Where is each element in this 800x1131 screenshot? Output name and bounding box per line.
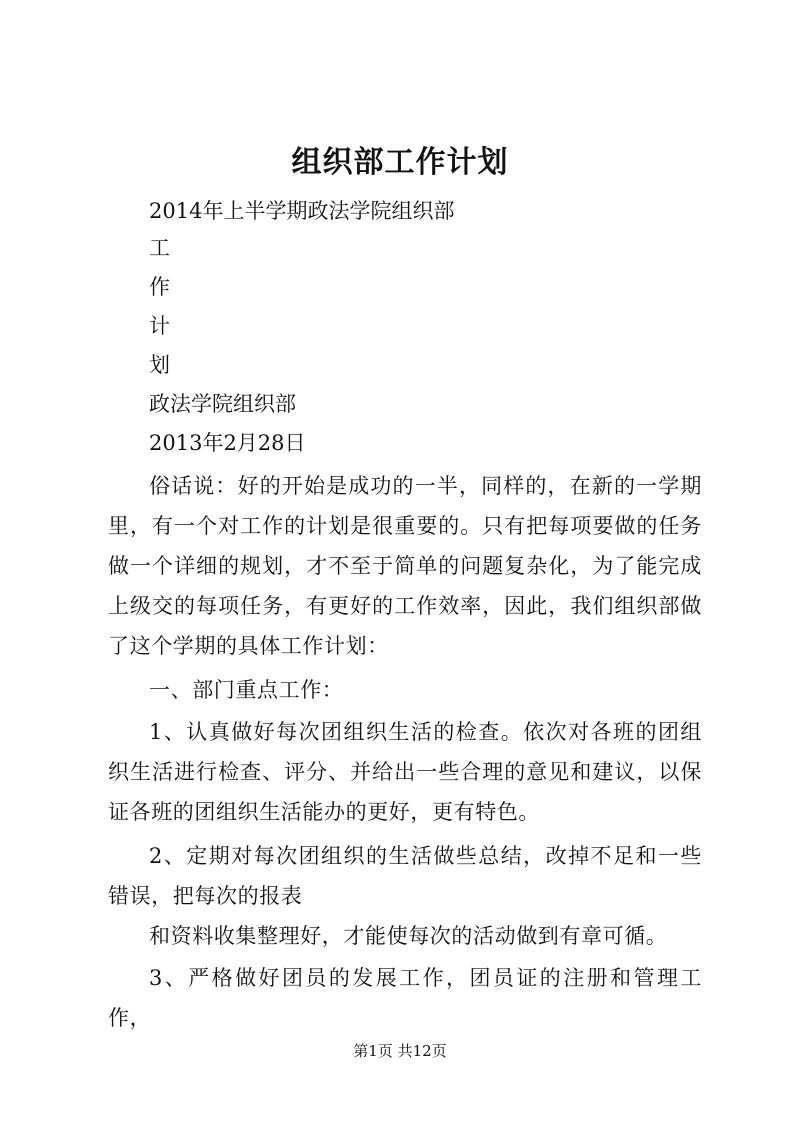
- paragraph-item-1: 1、认真做好每次团组织生活的检查。依次对各班的团组织生活进行检查、评分、并给出一些合理的意见和建议，以保证各班的团组织生活能办的更好，更有特色。: [108, 720, 702, 824]
- document-title: 组织部工作计划: [291, 145, 509, 180]
- header-line-char-2: 作: [149, 275, 170, 299]
- header-line-char-3: 计: [149, 314, 170, 338]
- paragraph-intro: 俗话说：好的开始是成功的一半，同样的，在新的一学期里，有一个对工作的计划是很重要的。只有把每项要做的任务做一个详细的规划，才不至于简单的问题复杂化，为了能完成上级交的每项任务，有更好的工作效率，因此，我们组织部做了这个学期的具体工作计划：: [108, 474, 702, 658]
- paragraph-item-2-continued: 和资料收集整理好，才能使每次的活动做到有章可循。: [149, 924, 668, 948]
- header-line-semester: 2014年上半学期政法学院组织部: [149, 199, 455, 223]
- paragraph-item-2: 2、定期对每次团组织的生活做些总结，改掉不足和一些错误，把每次的报表: [108, 844, 702, 908]
- header-line-department: 政法学院组织部: [149, 392, 296, 416]
- paragraph-item-3: 3、严格做好团员的发展工作，团员证的注册和管理工作，: [108, 966, 702, 1030]
- header-line-char-4: 划: [149, 353, 170, 377]
- page-footer: 第1页 共12页: [353, 1042, 447, 1060]
- paragraph-section-heading: 一、部门重点工作：: [149, 678, 344, 702]
- header-line-date: 2013年2月28日: [149, 431, 306, 455]
- header-line-char-1: 工: [149, 236, 170, 260]
